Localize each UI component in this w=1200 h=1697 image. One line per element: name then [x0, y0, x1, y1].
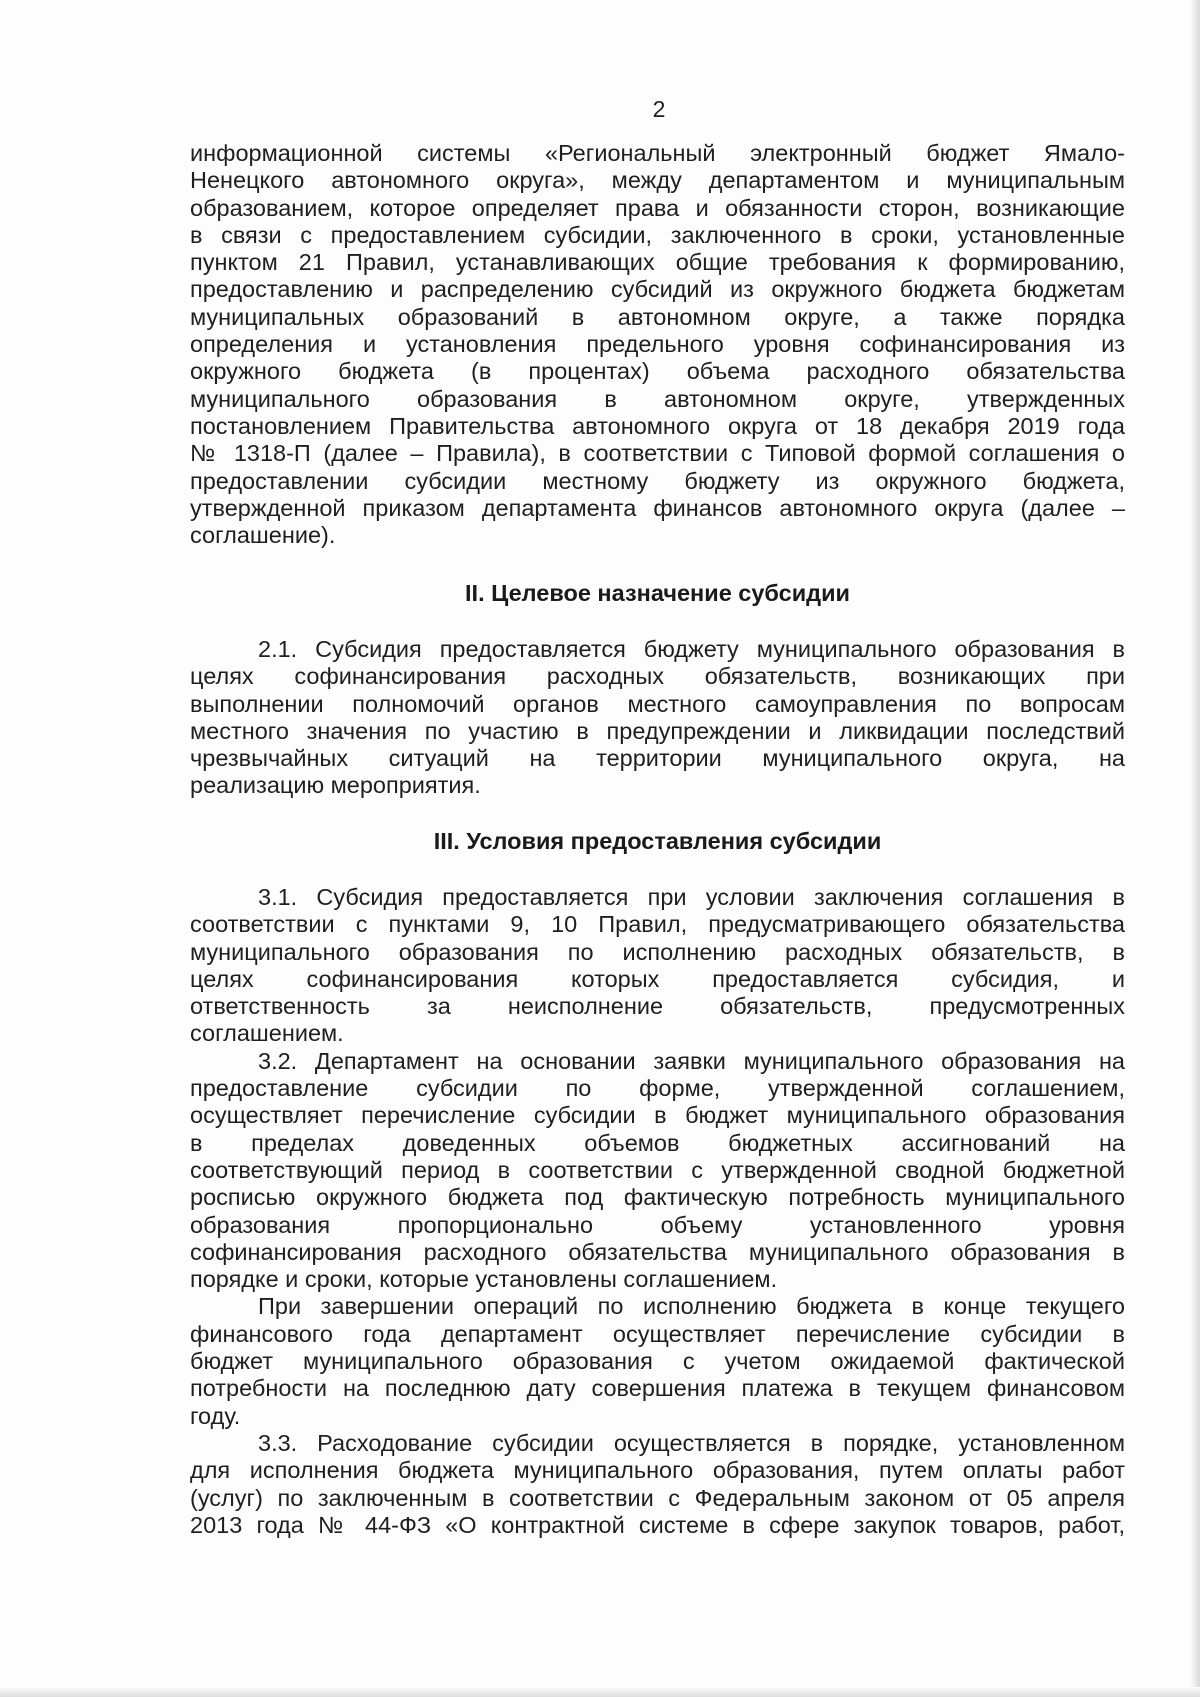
text-line: При завершении операций по исполнению бюджета в конце текущего: [258, 1293, 1125, 1320]
text-line: предоставление субсидии по форме, утвержденной соглашением,: [190, 1075, 1125, 1102]
text-line: окружного бюджета (в процентах) объема расходного обязательства: [190, 358, 1125, 385]
text-line: образования пропорционально объему установленного уровня: [190, 1211, 1125, 1238]
text-line: соглашением.: [190, 1020, 344, 1047]
text-line: Ненецкого автономного округа», между департаментом и муниципальным: [190, 167, 1125, 194]
text-line: образованием, которое определяет права и обязанности сторон, возникающие: [190, 194, 1125, 221]
text-line: утвержденной приказом департамента финансов автономного округа (далее –: [190, 494, 1125, 521]
page-number: 2: [652, 96, 666, 122]
text-line: 3.1. Субсидия предоставляется при условии заключения соглашения в: [258, 884, 1125, 910]
text-line: муниципального образования по исполнению расходных обязательств, в: [190, 938, 1125, 965]
text-line: чрезвычайных ситуаций на территории муниципального округа, на: [190, 745, 1125, 772]
text-line: (услуг) по заключенным в соответствии с Федеральным законом от 05 апреля: [190, 1484, 1125, 1511]
text-line: в связи с предоставлением субсидии, заключенного в сроки, установленные: [190, 221, 1125, 248]
text-line: росписью окружного бюджета под фактическую потребность муниципального: [190, 1184, 1125, 1211]
text-line: в пределах доведенных объемов бюджетных ассигнований на: [190, 1129, 1125, 1156]
section-heading-iii: III. Условия предоставления субсидии: [433, 828, 882, 854]
text-line: определения и установления предельного уровня софинансирования из: [190, 331, 1125, 358]
text-line: муниципального образования в автономном округе, утвержденных: [190, 385, 1125, 412]
text-line: информационной системы «Региональный электронный бюджет Ямало-: [190, 140, 1125, 166]
text-line: целях софинансирования расходных обязательств, возникающих при: [190, 663, 1125, 690]
text-line: осуществляет перечисление субсидии в бюджет муниципального образования: [190, 1102, 1125, 1129]
section-ii-paragraph: [190, 636, 1125, 800]
text-line: потребности на последнюю дату совершения платежа в текущем финансовом: [190, 1375, 1125, 1402]
text-line: софинансирования расходного обязательства муниципального образования в: [190, 1238, 1125, 1265]
text-line: № 1318-П (далее – Правила), в соответствии с Типовой формой соглашения о: [190, 440, 1125, 467]
text-line: 3.2. Департамент на основании заявки муниципального образования на: [258, 1047, 1125, 1074]
text-line: соглашение).: [190, 522, 336, 549]
text-line: бюджет муниципального образования с учетом ожидаемой фактической: [190, 1348, 1125, 1375]
section-heading-ii: II. Целевое назначение субсидии: [465, 580, 850, 606]
text-line: 2013 года № 44-ФЗ «О контрактной системе в сфере закупок товаров, работ,: [190, 1511, 1125, 1538]
text-line: финансового года департамент осуществляет перечисление субсидии в: [190, 1320, 1125, 1347]
text-line: соответствии с пунктами 9, 10 Правил, предусматривающего обязательства: [190, 911, 1125, 938]
text-line: 3.3. Расходование субсидии осуществляется в порядке, установленном: [258, 1429, 1125, 1456]
text-line: выполнении полномочий органов местного самоуправления по вопросам: [190, 690, 1125, 717]
page-edge-shadow: [1190, 0, 1200, 1697]
text-line: году.: [190, 1402, 241, 1429]
page-bottom-shadow: [0, 1687, 1200, 1697]
intro-paragraph: [190, 140, 1125, 549]
text-line: соответствующий период в соответствии с утвержденной сводной бюджетной: [190, 1156, 1125, 1183]
text-line: 2.1. Субсидия предоставляется бюджету муниципального образования в: [258, 636, 1125, 662]
text-line: предоставлении субсидии местному бюджету из окружного бюджета,: [190, 467, 1125, 494]
text-line: постановлением Правительства автономного округа от 18 декабря 2019 года: [190, 412, 1125, 439]
section-iii-paragraphs: [190, 884, 1125, 1539]
text-line: местного значения по участию в предупреждении и ликвидации последствий: [190, 717, 1125, 744]
text-line: порядке и сроки, которые установлены соглашением.: [190, 1266, 778, 1293]
text-line: ответственность за неисполнение обязательств, предусмотренных: [190, 993, 1125, 1020]
text-line: муниципальных образований в автономном округе, а также порядка: [190, 303, 1125, 330]
text-line: для исполнения бюджета муниципального образования, путем оплаты работ: [190, 1457, 1125, 1484]
text-line: пунктом 21 Правил, устанавливающих общие требования к формированию,: [190, 249, 1125, 276]
text-line: предоставлению и распределению субсидий из окружного бюджета бюджетам: [190, 276, 1125, 303]
text-line: реализацию мероприятия.: [190, 772, 481, 799]
text-line: целях софинансирования которых предоставляется субсидия, и: [190, 965, 1125, 992]
